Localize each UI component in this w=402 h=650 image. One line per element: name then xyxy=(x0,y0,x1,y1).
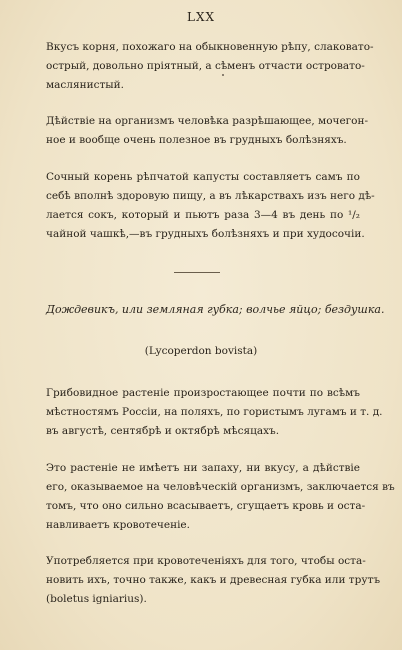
text-line: Грибовидное растеніе произростающее почти по всѣмъ xyxy=(46,387,360,399)
text-line: томъ, что оно сильно всасываетъ, сгущаетъ кровь и оста- xyxy=(46,500,366,512)
paragraph-properties xyxy=(46,459,395,535)
text-line: Употребляется при кровотеченіяхъ для того, чтобы оста- xyxy=(46,555,366,567)
text-line: новить ихъ, точно также, какъ и древесная губка или трутъ xyxy=(46,574,381,586)
paragraph-habitat xyxy=(46,384,383,441)
page-number: LXX xyxy=(186,10,216,24)
text-line: себѣ вполнѣ здоровую пищу, а въ лѣкарствахъ изъ него дѣ- xyxy=(46,190,375,202)
section-title: Дождевикъ, или земляная губка; волчье яйцо; бездушка. xyxy=(46,303,385,316)
text-line: ное и вообще очень полезное въ грудныхъ болѣзняхъ. xyxy=(46,134,347,146)
text-line: Вкусъ корня, похожаго на обыкновенную рѣпу, слаковато- xyxy=(46,41,374,53)
text-line: (boletus igniarius). xyxy=(46,593,147,605)
text-line: въ августѣ, сентябрѣ и октябрѣ мѣсяцахъ. xyxy=(46,425,280,437)
text-line: Это растеніе не имѣетъ ни запаху, ни вкусу, а дѣйствіе xyxy=(46,462,360,474)
text-line: чайной чашкѣ,—въ грудныхъ болѣзняхъ и при худосочіи. xyxy=(46,228,365,240)
text-line: острый, довольно пріятный, а сѣменъ отчасти островато- xyxy=(46,60,365,72)
text-line: Сочный корень рѣпчатой капусты составляетъ самъ по xyxy=(46,171,360,183)
text-line: навливаетъ кровотеченіе. xyxy=(46,519,190,531)
paragraph-taste xyxy=(46,38,374,95)
text-line: мѣстностямъ Россіи, на поляхъ, по гористымъ лугамъ и т. д. xyxy=(46,406,383,418)
section-divider xyxy=(174,272,220,273)
paragraph-juice xyxy=(46,168,375,244)
text-line: его, оказываемое на человѣческій организмъ, заключается въ xyxy=(46,481,395,493)
text-line: маслянистый. xyxy=(46,79,124,91)
text-line: лается сокъ, который и пьютъ раза 3—4 въ день по ¹/₂ xyxy=(46,209,360,221)
paragraph-usage xyxy=(46,552,381,609)
paragraph-action xyxy=(46,112,369,150)
text-line: Дѣйствіе на организмъ человѣка разрѣшающее, мочегон- xyxy=(46,115,369,127)
latin-name: (Lycoperdon bovista) xyxy=(144,345,258,357)
